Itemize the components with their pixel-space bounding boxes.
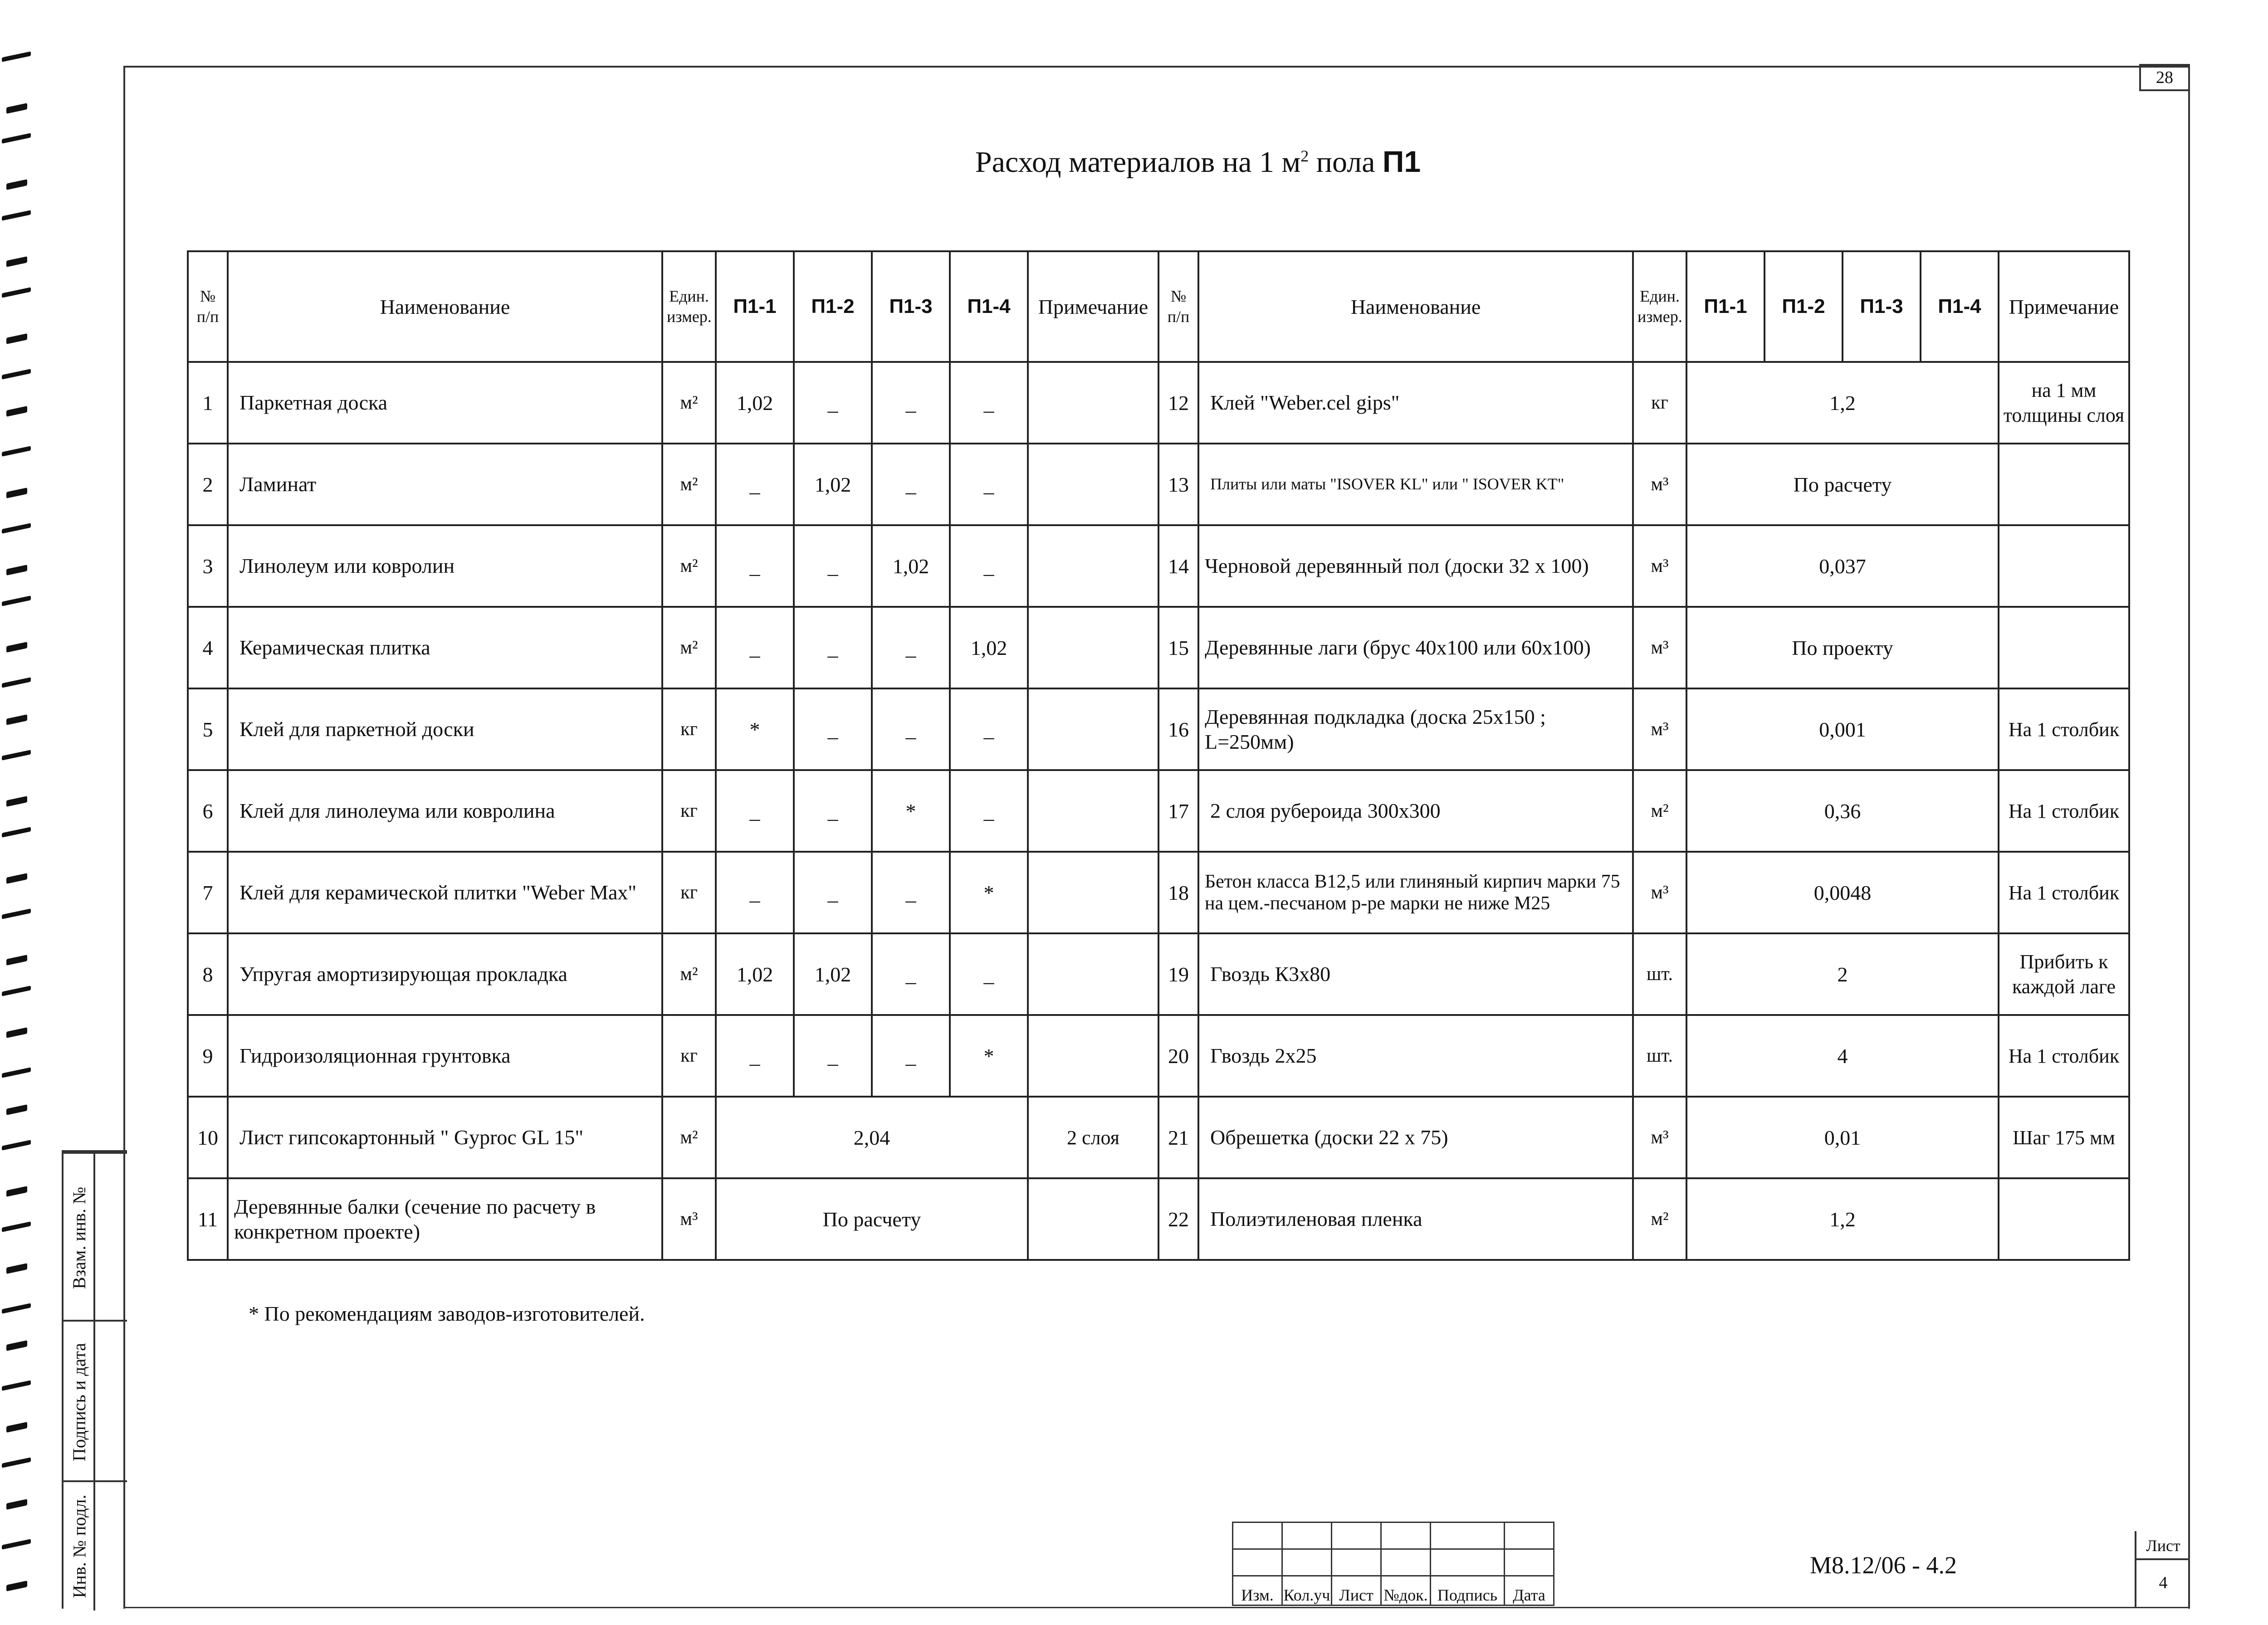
- header-p2-right: П1-2: [1765, 251, 1843, 362]
- table-row: [188, 607, 2129, 688]
- row-p3: _: [872, 1015, 950, 1097]
- row-p2: _: [794, 852, 872, 933]
- row-num: 9: [188, 1015, 228, 1097]
- row-p2: 1,02: [794, 444, 872, 525]
- row-num-right: 16: [1158, 688, 1198, 770]
- row-value-right: 4: [1686, 1015, 1999, 1097]
- row-note-right: Прибить к каждой лаге: [1999, 933, 2129, 1015]
- page-number: 28: [2139, 64, 2190, 91]
- row-num: 8: [188, 933, 228, 1015]
- row-unit: м²: [662, 607, 716, 688]
- row-unit-right: кг: [1633, 362, 1686, 444]
- row-p4: _: [950, 525, 1028, 607]
- row-note-right: на 1 мм толщины слоя: [1999, 362, 2129, 444]
- row-value-right: По проекту: [1686, 607, 1999, 688]
- row-p2: _: [794, 525, 872, 607]
- table-row: [188, 1097, 2129, 1178]
- row-p4: _: [950, 688, 1028, 770]
- side-stamp: [62, 1150, 127, 1609]
- row-note-right: [1999, 607, 2129, 688]
- header-p2: П1-2: [794, 251, 872, 362]
- row-unit: м²: [662, 525, 716, 607]
- row-p1: 1,02: [716, 933, 794, 1015]
- row-num-right: 15: [1158, 607, 1198, 688]
- header-name-right: Наименование: [1198, 251, 1633, 362]
- row-p2: _: [794, 688, 872, 770]
- row-unit-right: м³: [1633, 607, 1686, 688]
- tb-ndok: №док.: [1381, 1576, 1431, 1605]
- row-name: Деревянные балки (сечение по расчету в конкретном проекте): [228, 1178, 662, 1260]
- row-note-right: [1999, 525, 2129, 607]
- table-row: [188, 1015, 2129, 1097]
- row-num: 3: [188, 525, 228, 607]
- header-p4: П1-4: [950, 251, 1028, 362]
- row-num-right: 13: [1158, 444, 1198, 525]
- table-row: [188, 362, 2129, 444]
- row-name-right: Обрешетка (доски 22 х 75): [1198, 1097, 1633, 1178]
- tb-izm: Изм.: [1233, 1576, 1282, 1605]
- side-stamp-podpis: [64, 1320, 127, 1482]
- row-value-right: 0,01: [1686, 1097, 1999, 1178]
- tb-data: Дата: [1505, 1576, 1554, 1605]
- row-p2: _: [794, 607, 872, 688]
- row-p1: *: [716, 688, 794, 770]
- row-note-right: На 1 столбик: [1999, 688, 2129, 770]
- row-num: 1: [188, 362, 228, 444]
- row-note: [1028, 444, 1158, 525]
- header-p3-right: П1-3: [1843, 251, 1921, 362]
- table-row: [188, 770, 2129, 852]
- row-name-right: Черновой деревянный пол (доски 32 х 100): [1198, 525, 1633, 607]
- row-unit: м³: [662, 1178, 716, 1260]
- row-p4: _: [950, 933, 1028, 1015]
- row-unit-right: м²: [1633, 770, 1686, 852]
- row-value-right: 1,2: [1686, 362, 1999, 444]
- row-note: 2 слоя: [1028, 1097, 1158, 1178]
- table-row: [188, 688, 2129, 770]
- row-unit-right: м³: [1633, 444, 1686, 525]
- row-p3: 1,02: [872, 525, 950, 607]
- row-value-right: 0,001: [1686, 688, 1999, 770]
- header-note-right: Примечание: [1999, 251, 2129, 362]
- row-value-right: 0,0048: [1686, 852, 1999, 933]
- row-p1: _: [716, 607, 794, 688]
- row-note-right: На 1 столбик: [1999, 1015, 2129, 1097]
- row-p4: 1,02: [950, 607, 1028, 688]
- row-name-right: Деревянные лаги (брус 40х100 или 60х100): [1198, 607, 1633, 688]
- title-block-grid: [1232, 1522, 1554, 1606]
- row-note: [1028, 852, 1158, 933]
- row-unit-right: м³: [1633, 1097, 1686, 1178]
- header-p1: П1-1: [716, 251, 794, 362]
- row-p1: 1,02: [716, 362, 794, 444]
- row-name-right: Полиэтиленовая пленка: [1198, 1178, 1633, 1260]
- row-num: 7: [188, 852, 228, 933]
- row-num-right: 21: [1158, 1097, 1198, 1178]
- row-unit: кг: [662, 1015, 716, 1097]
- side-stamp-inv: [64, 1480, 127, 1610]
- row-num: 5: [188, 688, 228, 770]
- row-unit: м²: [662, 933, 716, 1015]
- side-stamp-podpis-label: Подпись и дата: [69, 1342, 90, 1461]
- page-title: [0, 144, 2268, 180]
- row-note-right: [1999, 1178, 2129, 1260]
- row-p3: _: [872, 933, 950, 1015]
- side-stamp-vzam-label: Взам. инв. №: [69, 1186, 90, 1289]
- title-bold: П1: [1382, 145, 1421, 178]
- row-p4: _: [950, 444, 1028, 525]
- header-num: № п/п: [188, 251, 228, 362]
- table-row: [188, 1178, 2129, 1260]
- row-note: [1028, 1015, 1158, 1097]
- side-stamp-vzam: [64, 1152, 127, 1322]
- row-name-right: Гвоздь К3х80: [1198, 933, 1633, 1015]
- row-value-right: 0,36: [1686, 770, 1999, 852]
- row-unit: кг: [662, 770, 716, 852]
- row-p1: _: [716, 852, 794, 933]
- row-unit: м²: [662, 444, 716, 525]
- row-unit: м²: [662, 362, 716, 444]
- row-name-right: 2 слоя рубероида 300х300: [1198, 770, 1633, 852]
- header-num-right: № п/п: [1158, 251, 1198, 362]
- row-num: 2: [188, 444, 228, 525]
- row-note: [1028, 933, 1158, 1015]
- row-unit: м²: [662, 1097, 716, 1178]
- row-note: [1028, 525, 1158, 607]
- materials-table: [187, 250, 2130, 1261]
- row-note: [1028, 688, 1158, 770]
- row-value-right: 1,2: [1686, 1178, 1999, 1260]
- row-num: 10: [188, 1097, 228, 1178]
- row-name-right: Бетон класса В12,5 или глиняный кирпич марки 75 на цем.-песчаном р-ре марки не ниже М25: [1198, 852, 1633, 933]
- row-p1: _: [716, 1015, 794, 1097]
- row-unit: кг: [662, 688, 716, 770]
- row-value: По расчету: [716, 1178, 1028, 1260]
- tb-podpis: Подпись: [1431, 1576, 1505, 1605]
- row-note-right: [1999, 444, 2129, 525]
- row-p4: *: [950, 1015, 1028, 1097]
- header-unit-right: Един. измер.: [1633, 251, 1686, 362]
- row-num-right: 18: [1158, 852, 1198, 933]
- row-note: [1028, 1178, 1158, 1260]
- title-sup: 2: [1300, 147, 1309, 165]
- row-name: Линолеум или ковролин: [228, 525, 662, 607]
- sheet-box: [2135, 1531, 2190, 1607]
- row-p3: *: [872, 770, 950, 852]
- row-num-right: 12: [1158, 362, 1198, 444]
- sheet-label: Лист: [2136, 1531, 2190, 1560]
- row-value: 2,04: [716, 1097, 1028, 1178]
- side-stamp-inv-label: Инв. № подл.: [69, 1494, 90, 1598]
- row-name-right: Плиты или маты "ISOVER KL" или " ISOVER KT": [1198, 444, 1633, 525]
- row-unit-right: м³: [1633, 688, 1686, 770]
- row-unit-right: м³: [1633, 852, 1686, 933]
- row-note: [1028, 770, 1158, 852]
- row-value-right: По расчету: [1686, 444, 1999, 525]
- scan-edge-marks: [0, 0, 50, 1625]
- row-note: [1028, 607, 1158, 688]
- header-note: Примечание: [1028, 251, 1158, 362]
- row-value-right: 2: [1686, 933, 1999, 1015]
- row-num-right: 20: [1158, 1015, 1198, 1097]
- row-p2: _: [794, 362, 872, 444]
- footnote: * По рекомендациям заводов-изготовителей.: [249, 1302, 645, 1325]
- row-p3: _: [872, 444, 950, 525]
- tb-list: Лист: [1332, 1576, 1381, 1605]
- row-p2: 1,02: [794, 933, 872, 1015]
- row-note-right: На 1 столбик: [1999, 852, 2129, 933]
- row-note: [1028, 362, 1158, 444]
- row-unit-right: шт.: [1633, 933, 1686, 1015]
- row-unit-right: м²: [1633, 1178, 1686, 1260]
- row-note-right: Шаг 175 мм: [1999, 1097, 2129, 1178]
- row-note-right: На 1 столбик: [1999, 770, 2129, 852]
- row-num: 6: [188, 770, 228, 852]
- row-num-right: 22: [1158, 1178, 1198, 1260]
- row-p3: _: [872, 362, 950, 444]
- row-unit-right: м³: [1633, 525, 1686, 607]
- row-p3: _: [872, 852, 950, 933]
- row-name: Клей для керамической плитки "Weber Max": [228, 852, 662, 933]
- row-name: Упругая амортизирующая прокладка: [228, 933, 662, 1015]
- row-p3: _: [872, 688, 950, 770]
- row-p2: _: [794, 770, 872, 852]
- row-name: Ламинат: [228, 444, 662, 525]
- row-unit: кг: [662, 852, 716, 933]
- row-num-right: 17: [1158, 770, 1198, 852]
- row-p4: _: [950, 770, 1028, 852]
- table-row: [188, 933, 2129, 1015]
- row-name: Керамическая плитка: [228, 607, 662, 688]
- row-name-right: Деревянная подкладка (доска 25х150 ; L=250мм): [1198, 688, 1633, 770]
- row-name-right: Гвоздь 2х25: [1198, 1015, 1633, 1097]
- table-row: [188, 444, 2129, 525]
- row-p1: _: [716, 525, 794, 607]
- table-header-row: [188, 251, 2129, 362]
- row-p4: *: [950, 852, 1028, 933]
- row-name: Клей для паркетной доски: [228, 688, 662, 770]
- row-num-right: 19: [1158, 933, 1198, 1015]
- row-unit-right: шт.: [1633, 1015, 1686, 1097]
- tb-kol: Кол.уч: [1282, 1576, 1332, 1605]
- header-p4-right: П1-4: [1921, 251, 1999, 362]
- document-code: М8.12/06 - 4.2: [1810, 1552, 1957, 1579]
- row-p3: _: [872, 607, 950, 688]
- header-p3: П1-3: [872, 251, 950, 362]
- title-middle: пола: [1309, 146, 1383, 179]
- table-row: [188, 852, 2129, 933]
- row-p1: _: [716, 770, 794, 852]
- row-name: Лист гипсокартонный " Gyproc GL 15": [228, 1097, 662, 1178]
- row-name-right: Клей "Weber.cel gips": [1198, 362, 1633, 444]
- row-num: 4: [188, 607, 228, 688]
- row-name: Клей для линолеума или ковролина: [228, 770, 662, 852]
- table-row: [188, 525, 2129, 607]
- header-unit: Един. измер.: [662, 251, 716, 362]
- row-p1: _: [716, 444, 794, 525]
- row-name: Гидроизоляционная грунтовка: [228, 1015, 662, 1097]
- row-p2: _: [794, 1015, 872, 1097]
- row-num: 11: [188, 1178, 228, 1260]
- row-value-right: 0,037: [1686, 525, 1999, 607]
- title-prefix: Расход материалов на 1 м: [975, 146, 1301, 179]
- row-num-right: 14: [1158, 525, 1198, 607]
- frame-bottom-line: [123, 1607, 2188, 1608]
- sheet-number: 4: [2159, 1573, 2168, 1592]
- header-p1-right: П1-1: [1686, 251, 1765, 362]
- row-p4: _: [950, 362, 1028, 444]
- header-name: Наименование: [228, 251, 662, 362]
- row-name: Паркетная доска: [228, 362, 662, 444]
